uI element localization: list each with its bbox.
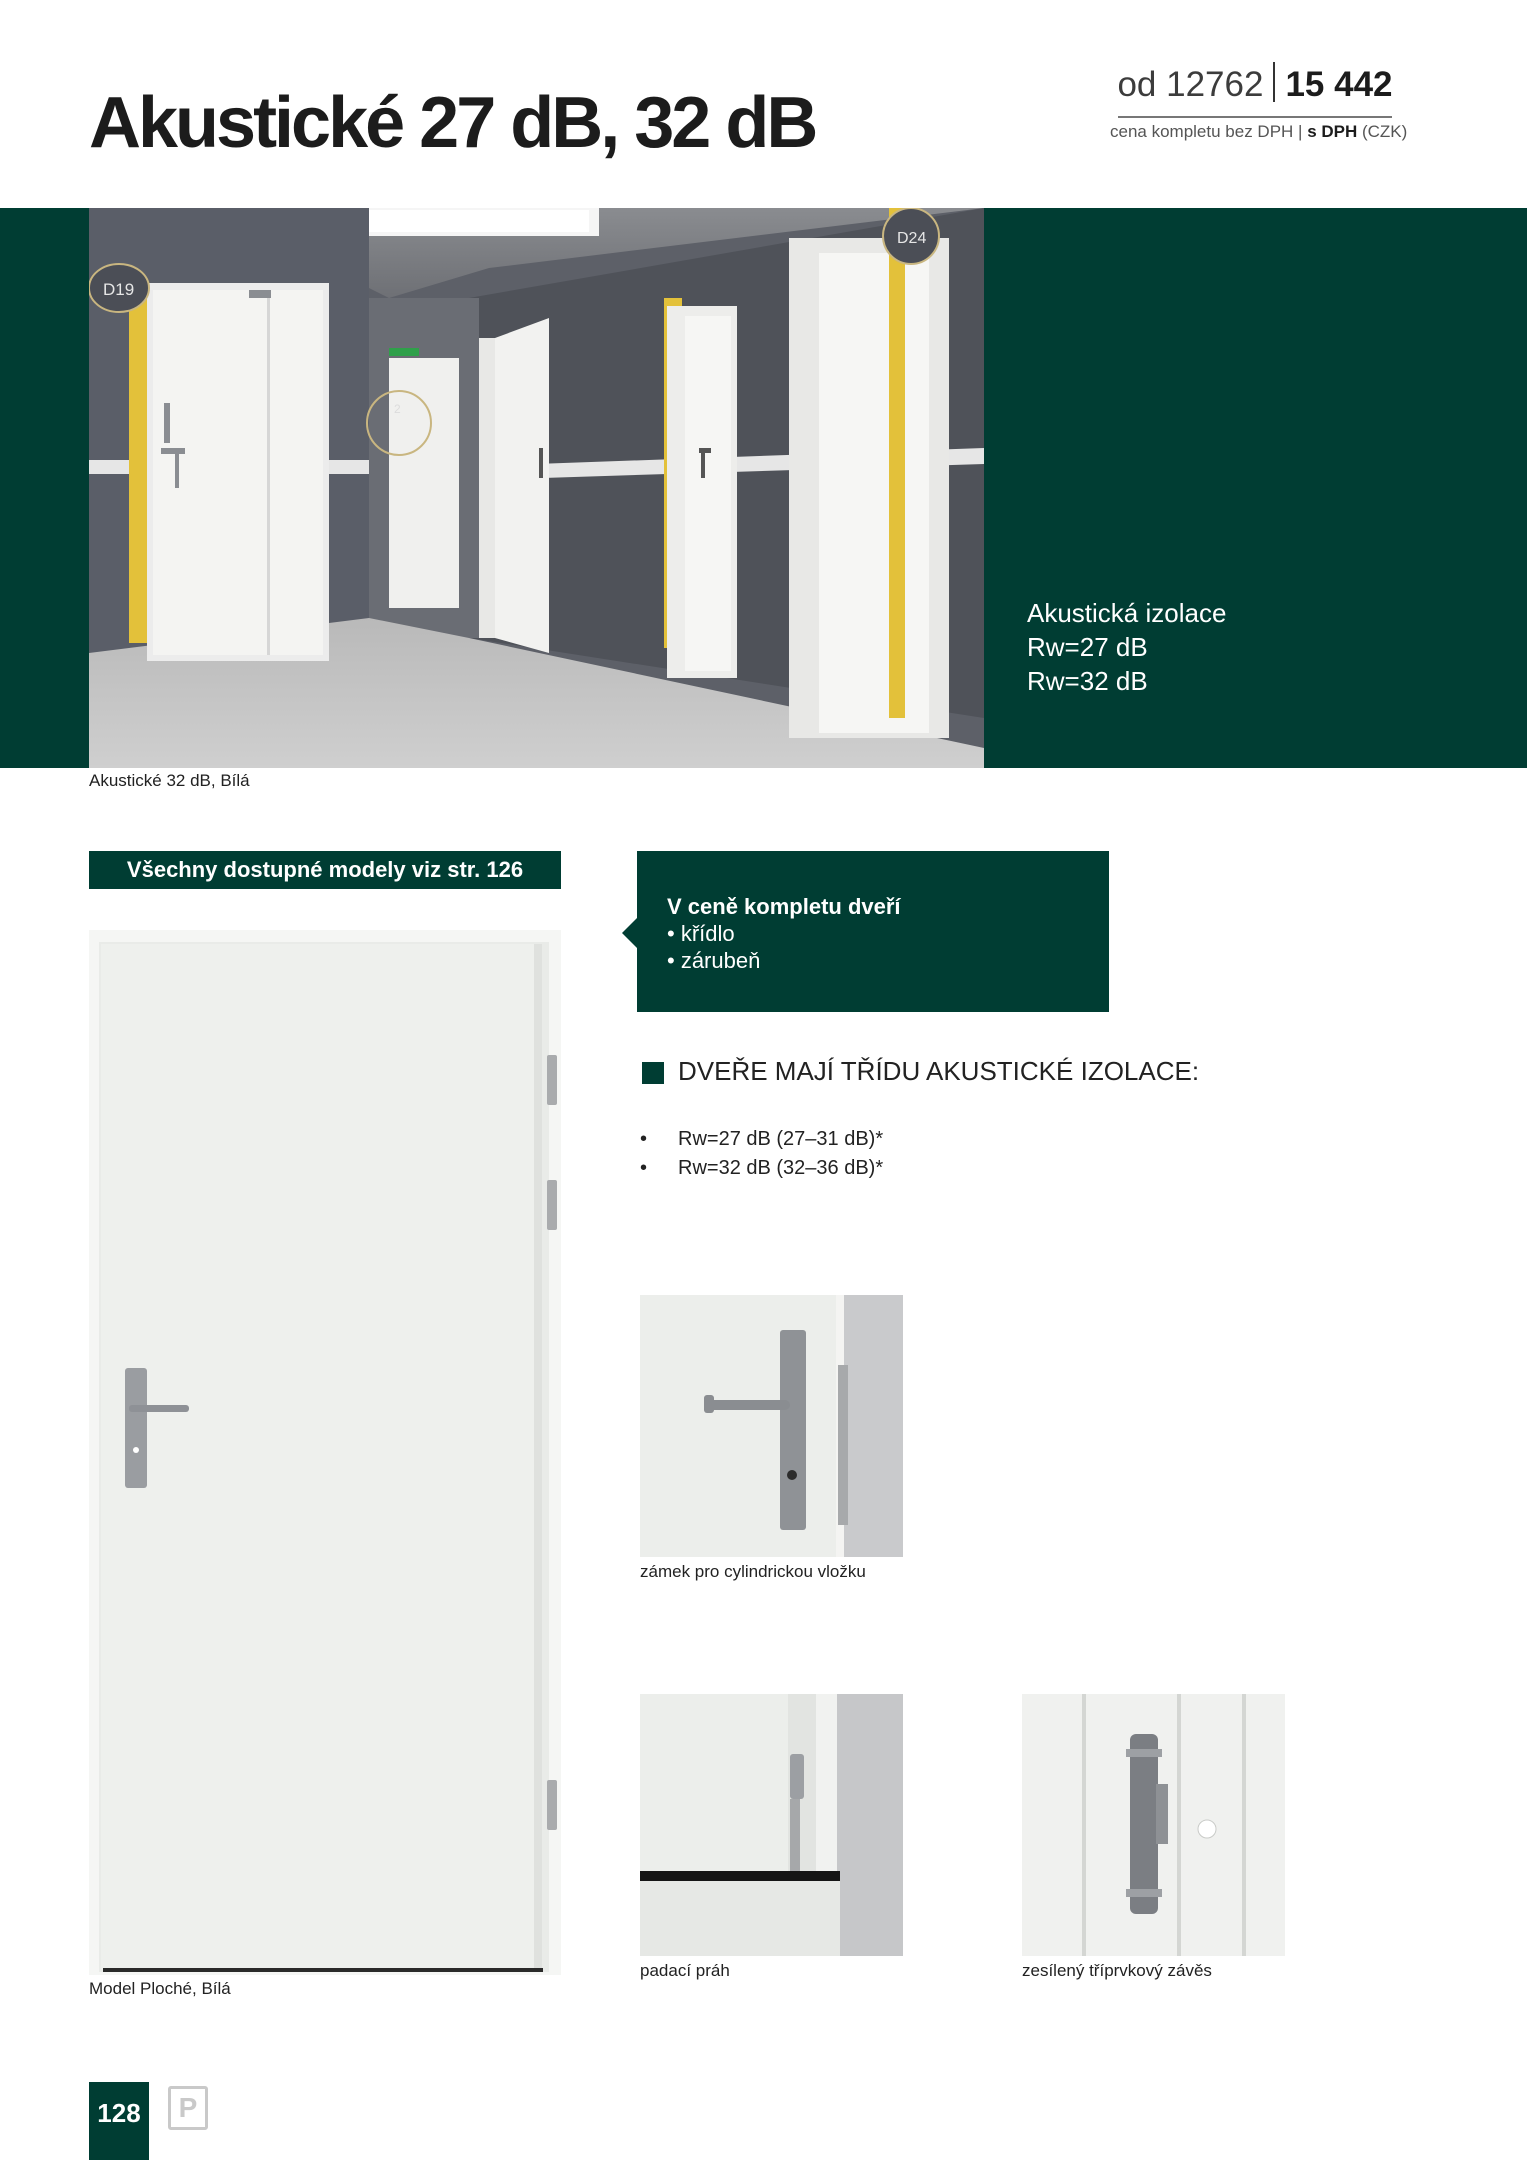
price-note-bold: s DPH <box>1307 122 1358 141</box>
threshold-illustration <box>640 1694 903 1956</box>
door-model-photo <box>89 930 561 1975</box>
price-note-prefix: cena kompletu bez DPH | <box>1110 122 1308 141</box>
included-item: • zárubeň <box>667 948 761 973</box>
hinge-caption: zesílený tříprvkový závěs <box>1022 1961 1212 1980</box>
corridor-illustration <box>89 208 984 768</box>
model-caption: Model Ploché, Bílá <box>89 1979 231 1998</box>
price-from: od 12762 <box>1117 65 1264 104</box>
hero-photo <box>89 208 984 768</box>
hinge-illustration <box>1022 1694 1285 1956</box>
price-note-suffix: (CZK) <box>1357 122 1408 141</box>
band-line-1: Akustická izolace <box>1027 598 1227 628</box>
included-box <box>637 851 1109 1012</box>
door-illustration <box>89 930 561 1975</box>
threshold-photo <box>640 1694 903 1956</box>
lock-photo <box>640 1295 903 1557</box>
price-rule <box>1118 116 1392 118</box>
price-line <box>1110 62 1400 105</box>
price-note <box>1110 122 1408 142</box>
all-models-link[interactable]: Všechny dostupné modely viz str. 126 <box>89 851 561 889</box>
acoustic-list <box>640 1125 883 1183</box>
section-square-icon <box>642 1062 664 1084</box>
included-notch <box>622 917 638 949</box>
band-line-3: Rw=32 dB <box>1027 666 1148 696</box>
page-title: Akustické 27 dB, 32 dB <box>89 83 816 163</box>
band-line-2: Rw=27 dB <box>1027 632 1148 662</box>
brand-logo-icon: P <box>168 2086 208 2130</box>
lock-illustration <box>640 1295 903 1557</box>
hero-caption: Akustické 32 dB, Bílá <box>89 771 250 790</box>
page-number: 128 <box>89 2082 149 2160</box>
lock-caption: zámek pro cylindrickou vložku <box>640 1562 866 1581</box>
badge-d19: D19 <box>103 280 135 299</box>
threshold-caption: padací práh <box>640 1961 730 1980</box>
price-with-vat: 15 442 <box>1285 65 1393 104</box>
hero-band-text <box>1027 596 1226 698</box>
badge-zone: 2 <box>394 402 401 416</box>
acoustic-item: • Rw=27 dB (27–31 dB)* <box>640 1125 883 1154</box>
acoustic-title: DVEŘE MAJÍ TŘÍDU AKUSTICKÉ IZOLACE: <box>678 1056 1200 1086</box>
included-heading: V ceně kompletu dveří <box>667 894 901 919</box>
included-item: • křídlo <box>667 921 735 946</box>
price-divider <box>1273 62 1275 102</box>
acoustic-item: • Rw=32 dB (32–36 dB)* <box>640 1154 883 1183</box>
hinge-photo <box>1022 1694 1285 1956</box>
badge-d24: D24 <box>897 230 927 247</box>
